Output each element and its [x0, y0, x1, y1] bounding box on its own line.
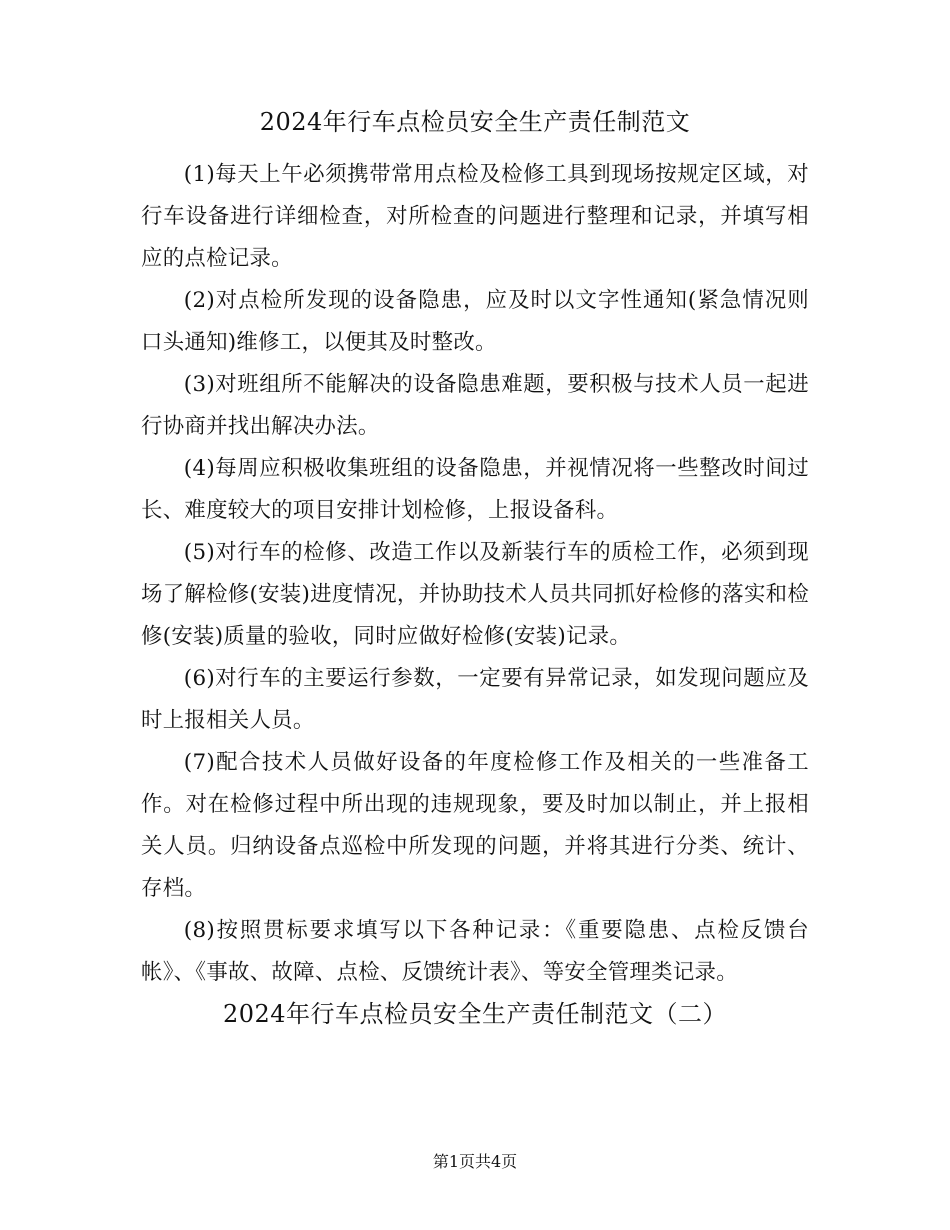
paragraph-8: (8)按照贯标要求填写以下各种记录：《重要隐患、点检反馈台帐》、《事故、故障、点检、反馈统计表》、等安全管理类记录。	[141, 918, 809, 985]
paragraph-2: (2)对点检所发现的设备隐患，应及时以文字性通知(紧急情况则口头通知)维修工，以便其及时整改。	[141, 288, 809, 355]
paragraph-7: (7)配合技术人员做好设备的年度检修工作及相关的一些准备工作。对在检修过程中所出现的违规现象，要及时加以制止，并上报相关人员。归纳设备点巡检中所发现的问题，并将其进行分类、统计、存档。	[141, 750, 809, 901]
page-number: 第1页共4页	[432, 1152, 518, 1171]
document-body	[141, 154, 809, 994]
paragraph-4: (4)每周应积极收集班组的设备隐患，并视情况将一些整改时间过长、难度较大的项目安排计划检修，上报设备科。	[141, 456, 809, 523]
paragraph-6: (6)对行车的主要运行参数，一定要有异常记录，如发现问题应及时上报相关人员。	[141, 666, 809, 733]
paragraph-3: (3)对班组所不能解决的设备隐患难题，要积极与技术人员一起进行协商并找出解决办法。	[141, 372, 809, 439]
section-title: 2024年行车点检员安全生产责任制范文（二）	[222, 1000, 728, 1028]
document-title: 2024年行车点检员安全生产责任制范文	[259, 108, 691, 136]
paragraph-1: (1)每天上午必须携带常用点检及检修工具到现场按规定区域，对行车设备进行详细检查，对所检查的问题进行整理和记录，并填写相应的点检记录。	[141, 162, 809, 271]
paragraph-5: (5)对行车的检修、改造工作以及新装行车的质检工作，必须到现场了解检修(安装)进度情况，并协助技术人员共同抓好检修的落实和检修(安装)质量的验收，同时应做好检修(安装)记录。	[141, 540, 810, 649]
